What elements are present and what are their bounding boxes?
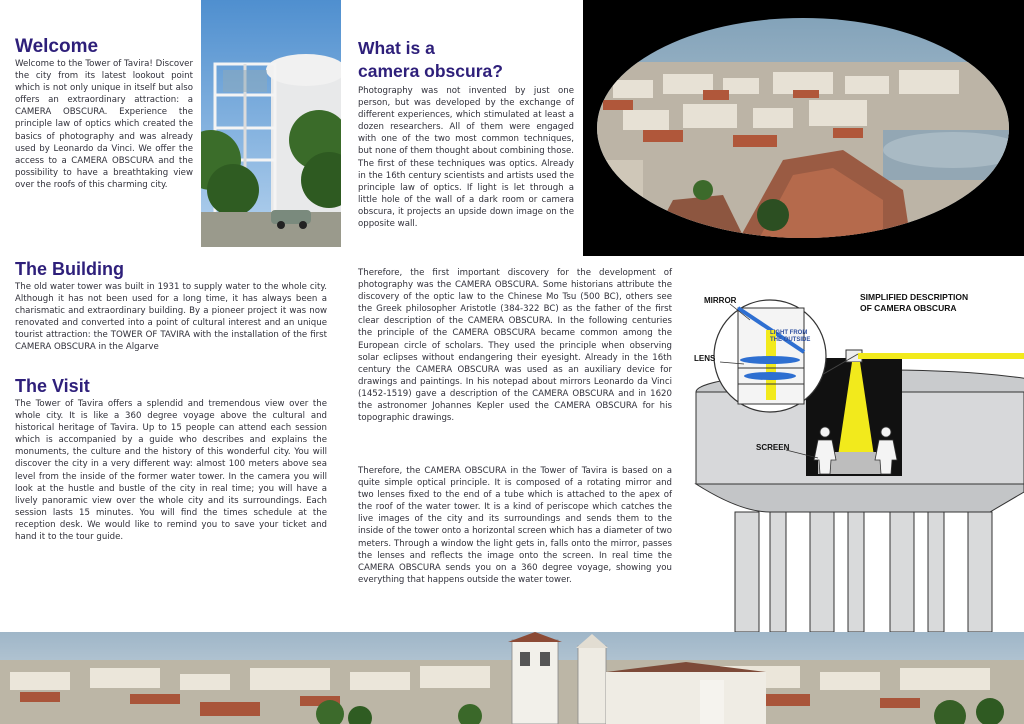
light-label-line1: LIGHT FROM	[770, 330, 808, 336]
city-view-oval-photo	[583, 0, 1024, 256]
camera-obscura-heading-line1: What is a	[358, 38, 435, 58]
diagram-title-line2: OF CAMERA OBSCURA	[860, 303, 957, 313]
visit-text: The Tower of Tavira offers a splendid and tremendous view over the whole city. It is like a 360 degree voyage above the cultural and historical heritage of Tavira. Up to 15 people can attend each session which is accompanied by a guide who describes and explains the monuments, the culture and the history of this wonderful city. You will discover the city in a very different way: almost 100 meters above sea level from the inside of the former water tower. In the camera you will look at the hustle and bustle of the city in real time; you will have a lively panoramic view over the whole city and its surroundings. Each session lasts 15 minutes. You will find the times schedule at the reception desk. We would like to remind you to save your ticket and hand it to the tour guide.	[15, 399, 327, 543]
camera-obscura-history: Therefore, the first important discovery for the development of photography was the CAMERA OBSCURA. Some historians attribute the discovery of the optic law to the Chinese Mo Tsu (500 BC), others see the Greek philosopher Aristotle (384-322 BC) as the father of the first clear description of the CAMERA OBSCURA. In the following centuries the principle of the CAMERA OBSCURA became common among the European circle of scholars. They used the principle when observing solar eclipses without endangering their eyesight. Already in the 16th century the CAMERA OBSCURA was used as an auxiliary device for drawings and paintings. In his notepad about mirrors Leonardo da Vinci (1452-1519) gave a description of the CAMERA OBSCURA and in 1620 the astronomer Johannes Kepler used the CAMERA OBSCURA for his topographic drawings.	[358, 268, 672, 424]
welcome-heading: Welcome	[15, 36, 99, 57]
water-tower-photo	[201, 0, 341, 247]
camera-obscura-diagram	[690, 280, 1024, 632]
camera-obscura-intro: Photography was not invented by just one person, but was developed by the exchange of different experiences, which stimulated at least a dozen researchers. All of them were engaged with one of the two most common techniques, but none of them thought about combining those. The first of these techniques was optics. Already in the 16th century scientists and artists used the principle law of optics. If light is let through a little hole of the wall of a dark room or camera obscura, it projects an upside down image on the opposite wall.	[358, 86, 574, 230]
building-heading: The Building	[15, 259, 124, 279]
light-label-line2: THE OUTSIDE	[770, 337, 811, 343]
mirror-label: MIRROR	[704, 296, 737, 305]
lens-label: LENS	[694, 354, 716, 363]
diagram-title-line1: SIMPLIFIED DESCRIPTION	[860, 292, 969, 302]
camera-obscura-tavira: Therefore, the CAMERA OBSCURA in the Tower of Tavira is based on a quite simple optical principle. It is composed of a rotating mirror and two lenses fixed to the end of a tube which is attached to the apex of the roof of the water tower. It is a kind of periscope which catches the live images of the city and its surroundings and sends them to the inside of the tower onto a horizontal screen which has a diameter of two meters. Through a window the light gets in, falls onto the mirror, passes the lenses and reflects the image onto the screen. In real time the CAMERA OBSCURA sends you on a 360 degree voyage, showing you everything that happens outside the water tower.	[358, 466, 672, 585]
visit-heading: The Visit	[15, 376, 90, 396]
screen-label: SCREEN	[756, 443, 790, 452]
welcome-text: Welcome to the Tower of Tavira! Discover the city from its latest lookout point which is not only unique in itself but also offers an extraordinary attraction: a CAMERA OBSCURA. Experience the principle law of optics which created the basics of photography and was already used by Leonardo da Vinci. We offer the access to a CAMERA OBSCURA and the possibility to have a breathtaking view over the roofs of this charming city.	[15, 59, 193, 190]
building-text: The old water tower was built in 1931 to supply water to the whole city. Although it has not been used for a long time, it has always been a charismatic and extraordinary building. By a pioneer project it was now renovated and converted into a point of cultural interest and an unique tourist attraction: the TOWER OF TAVIRA with the installation of the first CAMERA OBSCURA in the Algarve	[15, 282, 327, 353]
tavira-panorama-photo	[0, 632, 1024, 724]
camera-obscura-heading-line2: camera obscura?	[358, 61, 503, 81]
